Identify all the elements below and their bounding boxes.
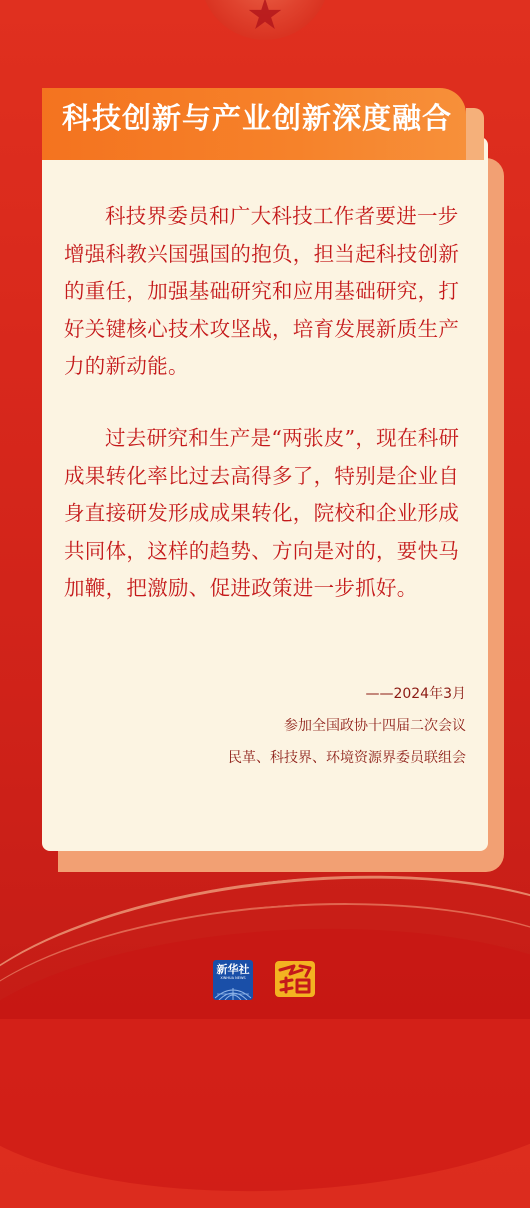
globe-icon xyxy=(213,982,253,1000)
attribution-event: 参加全国政协十四届二次会议 xyxy=(284,718,466,734)
xinhua-logo-text: 新华社 xyxy=(216,963,250,976)
xuexi-xinyu-icon xyxy=(272,958,318,1000)
page-title: 科技创新与产业创新深度融合 xyxy=(62,101,453,135)
xinhua-logo xyxy=(213,960,253,1000)
xuexi-xinyu-logo xyxy=(272,958,318,1000)
attribution-groups: 民革、科技界、环境资源界委员联组会 xyxy=(228,750,466,766)
quote-paragraph-2: 过去研究和生产是“两张皮”，现在科研成果转化率比过去高得多了，特别是企业自身直接研发形成成果转化，院校和企业形成共同体，这样的趋势、方向是对的，要快马加鞭，把激励、促进政策进一步抓好。 xyxy=(64,426,460,600)
quote-paragraph-1: 科技界委员和广大科技工作者要进一步增强科教兴国强国的抱负，担当起科技创新的重任，加强基础研究和应用基础研究，打好关键核心技术攻坚战，培育发展新质生产力的新动能。 xyxy=(64,204,460,378)
attribution-date: ——2024年3月 xyxy=(365,686,466,702)
xinhua-logo-subtext: XINHUA NEWS xyxy=(220,976,246,980)
